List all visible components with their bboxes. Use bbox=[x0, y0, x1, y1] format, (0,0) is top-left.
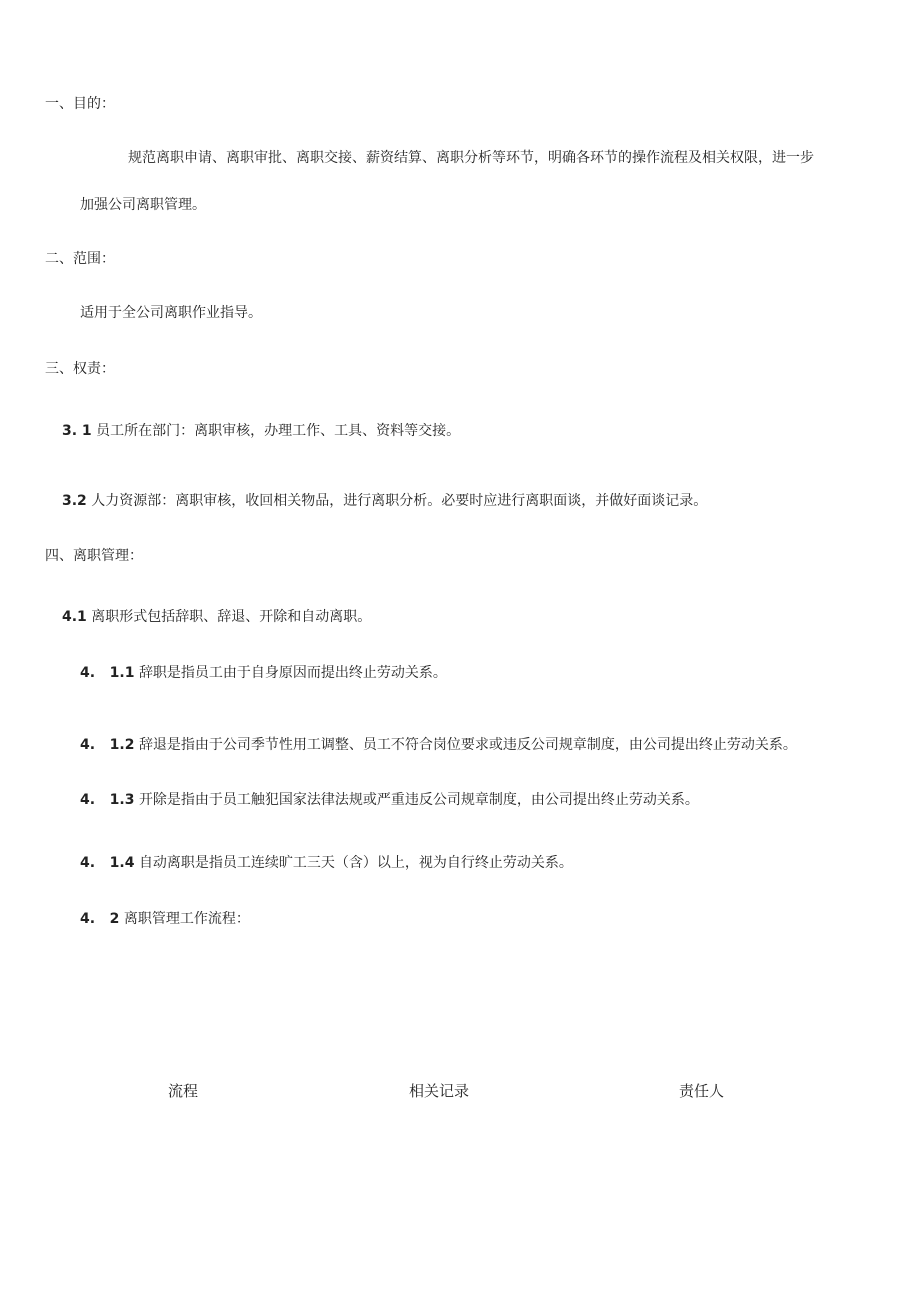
item-text: 离职形式包括辞职、辞退、开除和自动离职。 bbox=[91, 609, 372, 625]
table-header-process: 流程 bbox=[168, 1082, 199, 1100]
section-4-item-2 bbox=[80, 909, 250, 929]
item-text: 离职管理工作流程： bbox=[123, 911, 250, 927]
section-3-heading: 三、权责： bbox=[45, 361, 115, 377]
section-3-item-2 bbox=[62, 491, 707, 511]
item-number: 4. 1.2 bbox=[80, 737, 135, 753]
table-header-records: 相关记录 bbox=[409, 1082, 470, 1100]
section-4-subitem-2 bbox=[80, 735, 797, 755]
item-number: 4. 1.3 bbox=[80, 792, 135, 808]
section-1-body-line-1: 规范离职申请、离职审批、离职交接、薪资结算、离职分析等环节，明确各环节的操作流程及相关权限，进一步 bbox=[128, 150, 814, 166]
item-number: 3. 1 bbox=[62, 423, 92, 439]
item-text: 开除是指由于员工触犯国家法律法规或严重违反公司规章制度，由公司提出终止劳动关系。 bbox=[138, 792, 699, 808]
section-2-body: 适用于全公司离职作业指导。 bbox=[80, 305, 262, 321]
table-header-responsible: 责任人 bbox=[679, 1082, 725, 1100]
item-text: 人力资源部：离职审核，收回相关物品，进行离职分析。必要时应进行离职面谈，并做好面谈记录。 bbox=[91, 493, 708, 509]
item-number: 4. 1.1 bbox=[80, 665, 135, 681]
section-2-heading: 二、范围： bbox=[45, 251, 115, 267]
item-text: 自动离职是指员工连续旷工三天（含）以上，视为自行终止劳动关系。 bbox=[138, 855, 573, 871]
item-text: 辞职是指员工由于自身原因而提出终止劳动关系。 bbox=[138, 665, 447, 681]
section-4-subitem-4 bbox=[80, 853, 573, 873]
section-4-subitem-3 bbox=[80, 790, 699, 810]
section-4-item-1 bbox=[62, 607, 371, 627]
section-1-heading: 一、目的： bbox=[45, 96, 115, 112]
item-text: 员工所在部门：离职审核，办理工作、工具、资料等交接。 bbox=[96, 423, 461, 439]
item-number: 4.1 bbox=[62, 609, 87, 625]
item-number: 4. 2 bbox=[80, 911, 120, 927]
item-number: 3.2 bbox=[62, 493, 87, 509]
section-3-item-1 bbox=[62, 421, 460, 441]
item-text: 辞退是指由于公司季节性用工调整、员工不符合岗位要求或违反公司规章制度，由公司提出终止劳动关系。 bbox=[138, 737, 797, 753]
section-4-subitem-1 bbox=[80, 663, 447, 683]
item-number: 4. 1.4 bbox=[80, 855, 135, 871]
section-1-body-line-2: 加强公司离职管理。 bbox=[80, 197, 206, 213]
section-4-heading: 四、离职管理： bbox=[45, 548, 143, 564]
